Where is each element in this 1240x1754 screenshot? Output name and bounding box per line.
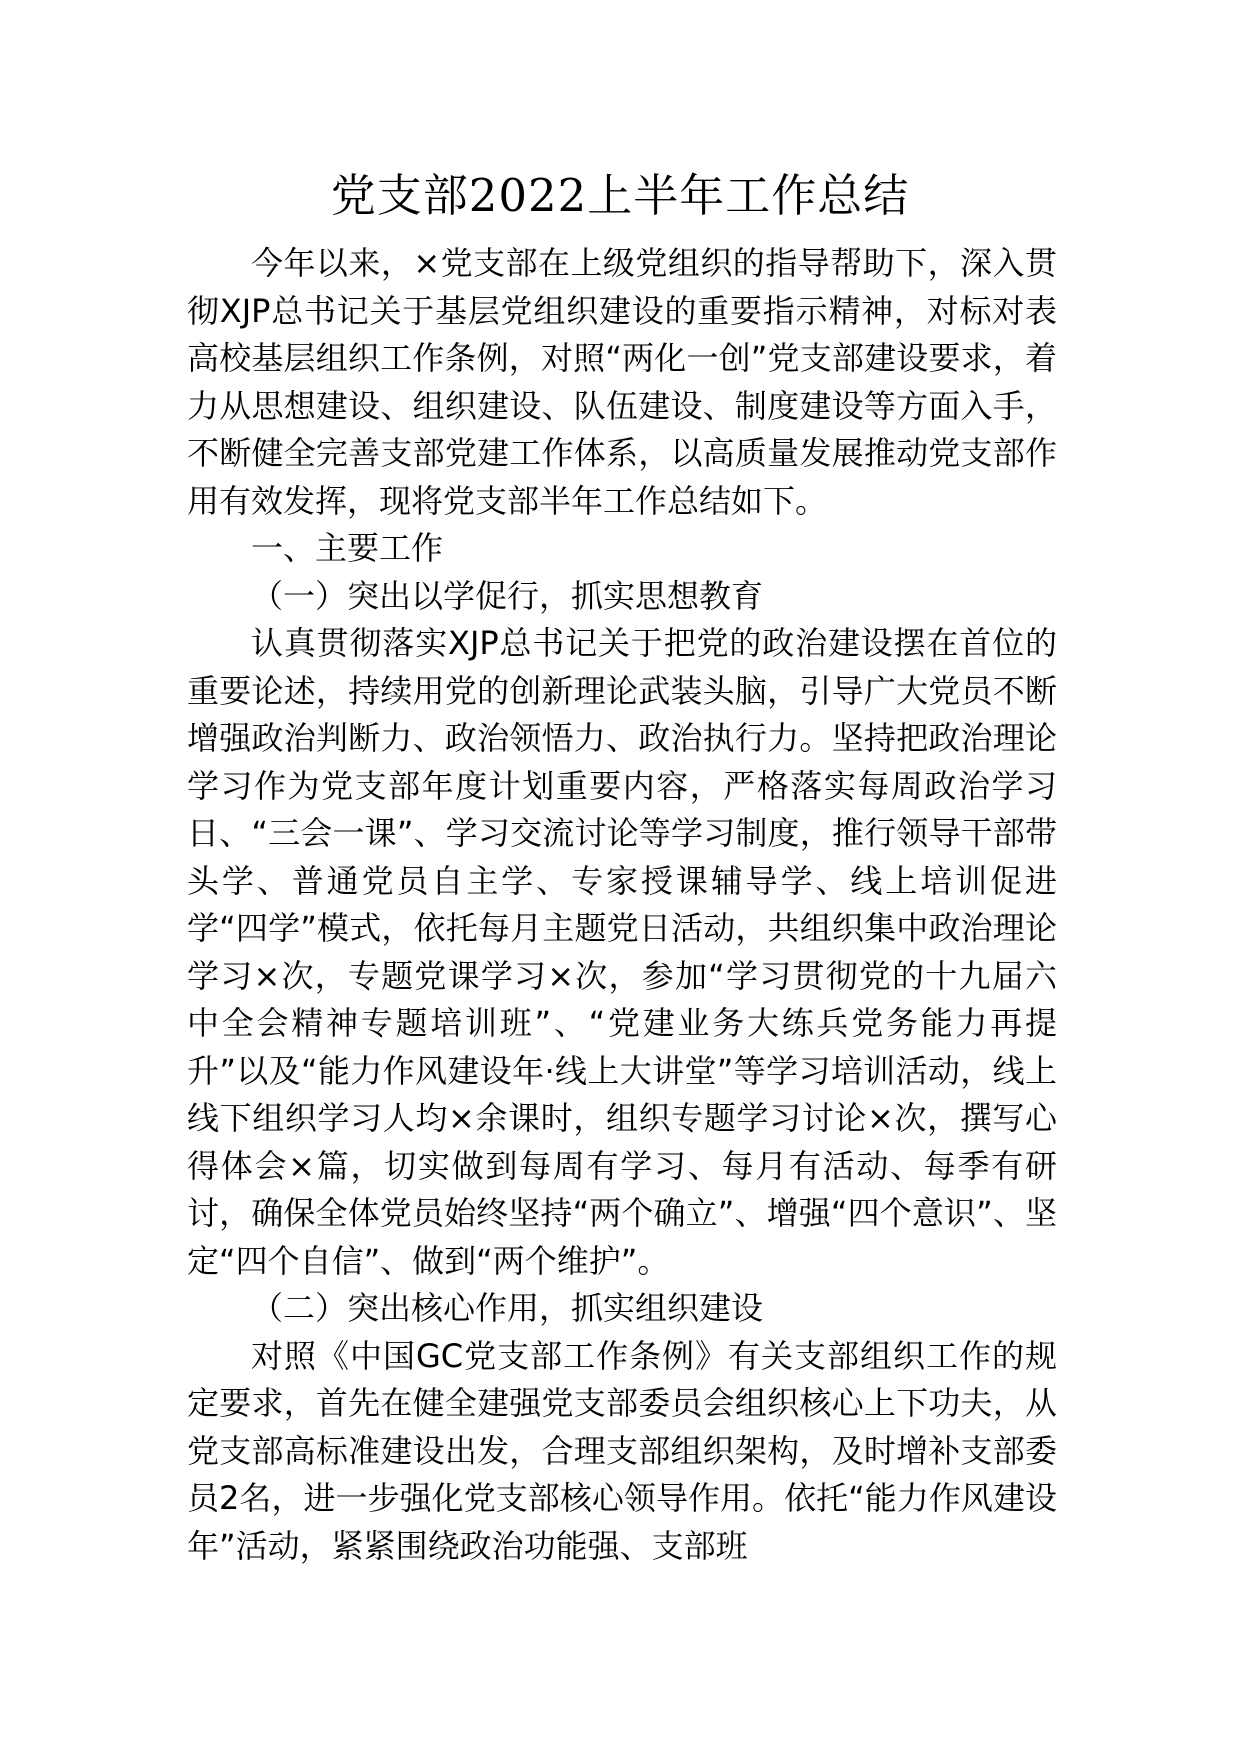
section-heading-main-work: 一、主要工作 bbox=[251, 529, 444, 567]
paragraph-intro: 今年以来，×党支部在上级党组织的指导帮助下，深入贯彻XJP总书记关于基层党组织建设的重要指示精神，对标对表高校基层组织工作条例，对照“两化一创”党支部建设要求，着力从思想建设、组织建设、队伍建设、制度建设等方面入手，不断健全完善支部党建工作体系，以高质量发展推动党支部作用有效发挥，现将党支部半年工作总结如下。 bbox=[187, 244, 1057, 520]
paragraph-organization: 对照《中国GC党支部工作条例》有关支部组织工作的规定要求，首先在健全建强党支部委员会组织核心上下功夫，从党支部高标准建设出发，合理支部组织架构，及时增补支部委员2名，进一步强化党支部核心领导作用。依托“能力作风建设年”活动，紧紧围绕政治功能强、支部班 bbox=[187, 1336, 1057, 1565]
paragraph-ideology: 认真贯彻落实XJP总书记关于把党的政治建设摆在首位的重要论述，持续用党的创新理论武装头脑，引导广大党员不断增强政治判断力、政治领悟力、政治执行力。坚持把政治理论学习作为党支部年度计划重要内容，严格落实每周政治学习日、“三会一课”、学习交流讨论等学习制度，推行领导干部带头学、普通党员自主学、专家授课辅导学、线上培训促进学“四学”模式，依托每月主题党日活动，共组织集中政治理论学习×次，专题党课学习×次，参加“学习贯彻党的十九届六中全会精神专题培训班”、“党建业务大练兵党务能力再提升”以及“能力作风建设年·线上大讲堂”等学习培训活动，线上线下组织学习人均×余课时，组织专题学习讨论×次，撰写心得体会×篇，切实做到每周有学习、每月有活动、每季有研讨，确保全体党员始终坚持“两个确立”、增强“四个意识”、坚定“四个自信”、做到“两个维护”。 bbox=[187, 624, 1057, 1280]
subsection-heading-1: （一）突出以学促行，抓实思想教育 bbox=[251, 576, 764, 615]
subsection-heading-2: （二）突出核心作用，抓实组织建设 bbox=[251, 1289, 764, 1327]
document-body bbox=[187, 240, 1057, 1570]
document-title: 党支部2022上半年工作总结 bbox=[330, 169, 910, 222]
